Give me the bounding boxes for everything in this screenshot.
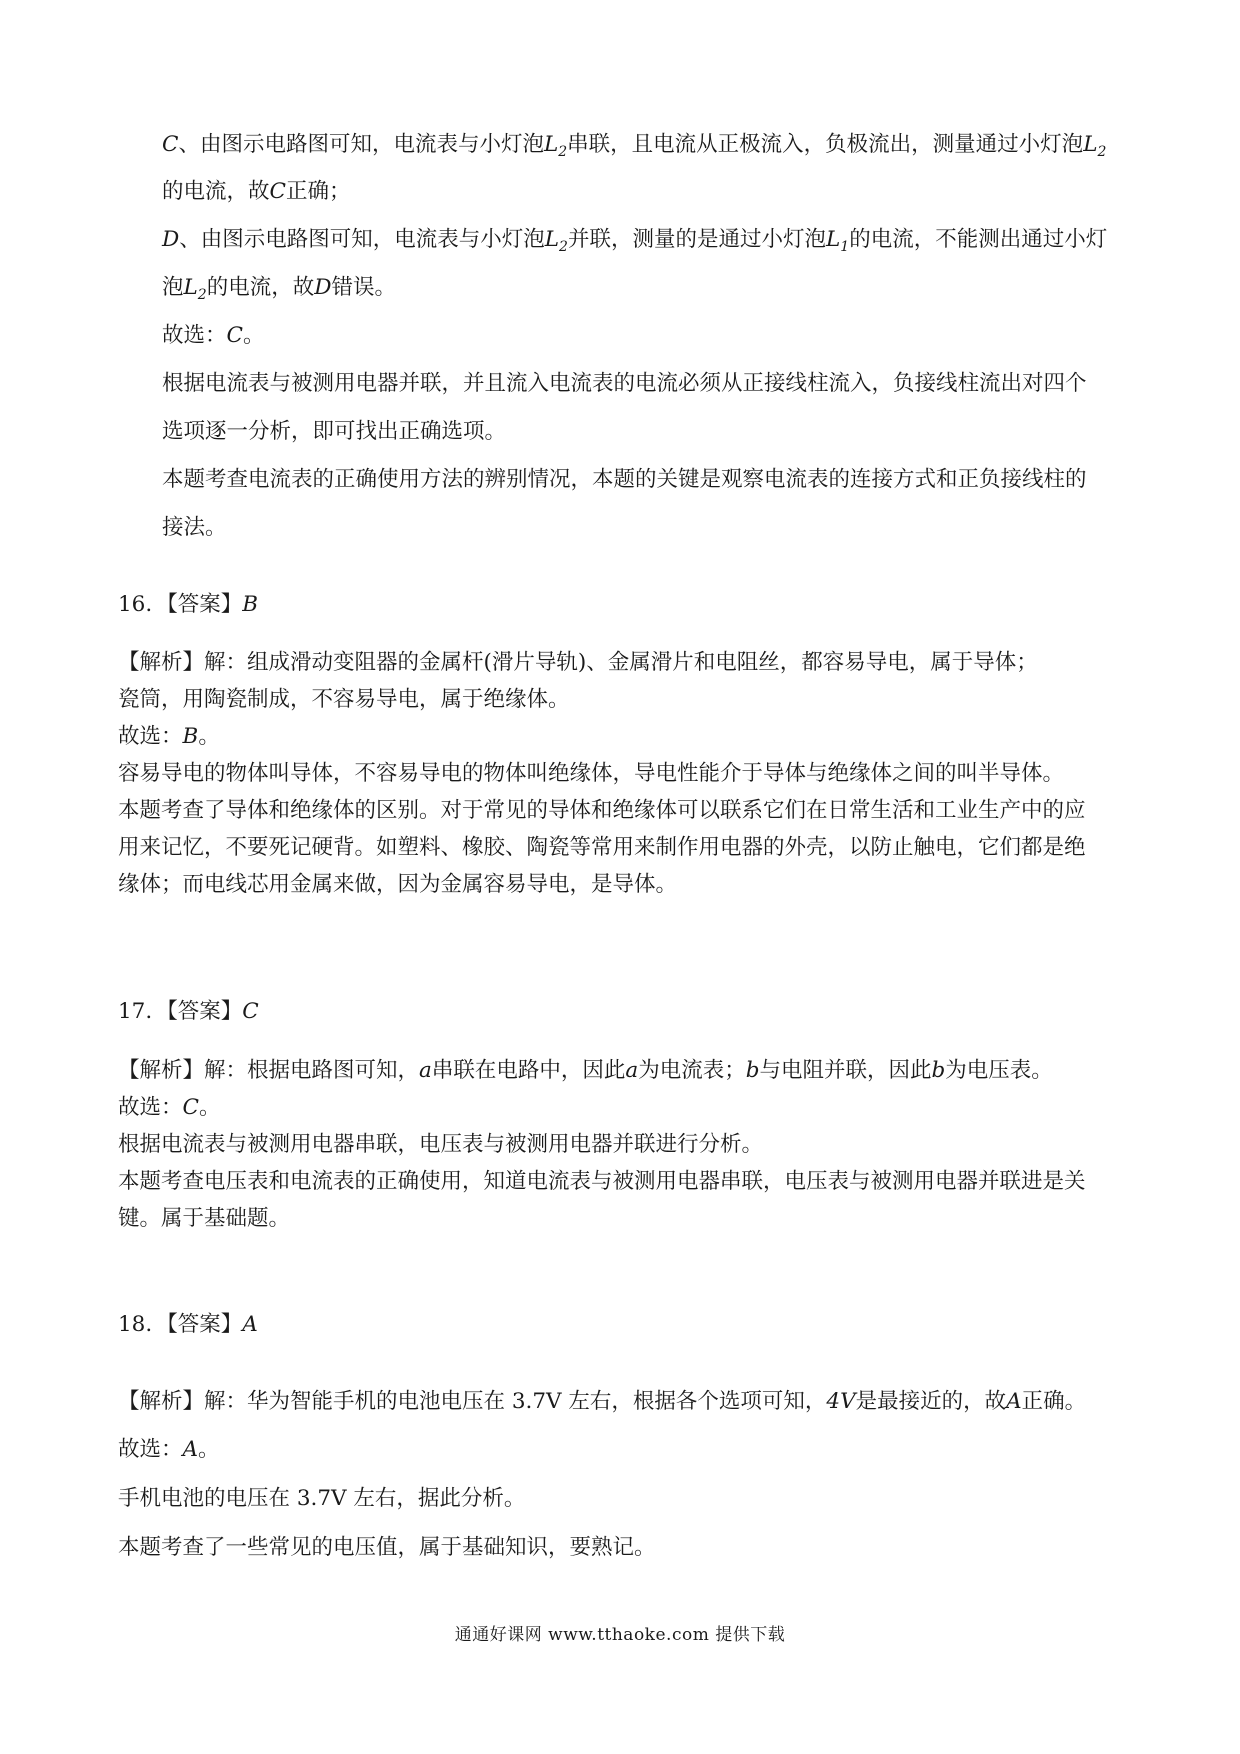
q16-explanation-line-2: 瓷筒，用陶瓷制成，不容易导电，属于绝缘体。 [118, 687, 570, 712]
q16-choice: 故选：B。 [118, 724, 220, 749]
q18-comment: 本题考查了一些常见的电压值，属于基础知识，要熟记。 [118, 1535, 656, 1560]
q17-analysis: 根据电流表与被测用电器串联，电压表与被测用电器并联进行分析。 [118, 1132, 764, 1157]
q18-analysis: 手机电池的电压在 3.7V 左右，据此分析。 [118, 1486, 526, 1511]
q17-comment-line-2: 键。属于基础题。 [118, 1206, 291, 1231]
option-c-line-1: C、由图示电路图可知，电流表与小灯泡$L_2$串联，且电流从正极流入，负极流出，测量通过小灯泡$L_2$ [162, 132, 1107, 160]
choice-line: 故选：C。 [162, 323, 265, 348]
q18-explanation: 【解析】解：华为智能手机的电池电压在 3.7V 左右，根据各个选项可知，4V是最接近的，故A正确。 [118, 1389, 1087, 1414]
comment-line-1: 本题考查电流表的正确使用方法的辨别情况，本题的关键是观察电流表的连接方式和正负接线柱的 [162, 467, 1087, 492]
q16-comment-line-3: 缘体；而电线芯用金属来做，因为金属容易导电，是导体。 [118, 872, 678, 897]
q16-analysis: 容易导电的物体叫导体，不容易导电的物体叫绝缘体，导电性能介于导体与绝缘体之间的叫半导体。 [118, 761, 1065, 786]
page-footer: 通通好课网 www.tthaoke.com 提供下载 [454, 1625, 786, 1645]
q17-choice: 故选：C。 [118, 1095, 221, 1120]
q17-comment-line-1: 本题考查电压表和电流表的正确使用，知道电流表与被测用电器串联，电压表与被测用电器并联进是关 [118, 1169, 1086, 1194]
analysis-line-1: 根据电流表与被测用电器并联，并且流入电流表的电流必须从正接线柱流入，负接线柱流出对四个 [162, 371, 1087, 396]
q17-explanation: 【解析】解：根据电路图可知，a串联在电路中，因此a为电流表；b与电阻并联，因此b为电压表。 [118, 1058, 1053, 1083]
q18-choice: 故选：A。 [118, 1437, 220, 1462]
q16-comment-line-2: 用来记忆，不要死记硬背。如塑料、橡胶、陶瓷等常用来制作用电器的外壳，以防止触电，它们都是绝 [118, 835, 1086, 860]
analysis-line-2: 选项逐一分析，即可找出正确选项。 [162, 419, 507, 444]
q16-answer-heading: 16. 【答案】B [118, 592, 259, 617]
q18-answer-heading: 18. 【答案】A [118, 1312, 258, 1337]
option-c-line-2: 的电流，故C正确； [162, 179, 351, 204]
q16-comment-line-1: 本题考查了导体和绝缘体的区别。对于常见的导体和绝缘体可以联系它们在日常生活和工业生产中的应 [118, 798, 1086, 823]
comment-line-2: 接法。 [162, 515, 227, 540]
option-d-line-1: D、由图示电路图可知，电流表与小灯泡$L_2$并联，测量的是通过小灯泡$L_1$的电流，不能测出通过小灯 [162, 227, 1108, 255]
option-d-line-2: 泡$L_2$的电流，故D错误。 [162, 275, 396, 303]
q16-explanation-line-1: 【解析】解：组成滑动变阻器的金属杆(滑片导轨)、金属滑片和电阻丝，都容易导电，属于导体； [118, 650, 1038, 675]
q17-answer-heading: 17. 【答案】C [118, 999, 259, 1024]
